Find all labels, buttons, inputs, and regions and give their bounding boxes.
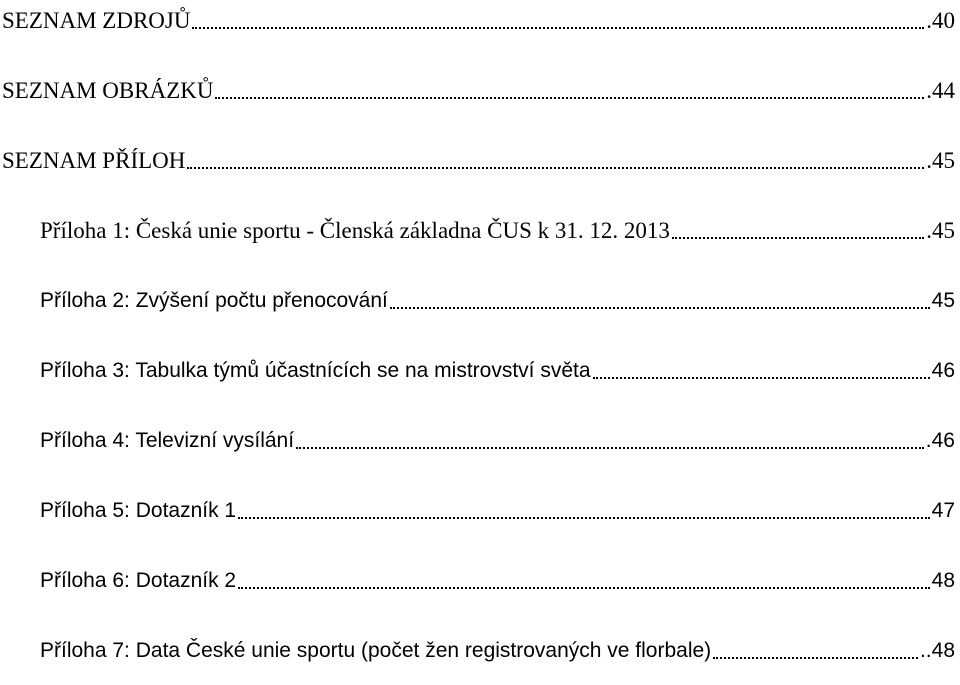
toc-entry-title: SEZNAM OBRÁZKŮ [2, 78, 214, 103]
dot-leader [238, 586, 930, 589]
toc-entry-title: Příloha 7: Data České unie sportu (počet žen registrovaných ve florbale) [40, 639, 712, 662]
toc-entry-title: SEZNAM ZDROJŮ [2, 8, 191, 33]
toc-entry-priloha-5[interactable] [0, 494, 955, 524]
toc-entry-title: Příloha 1: Česká unie sportu - Členská základna ČUS k 31. 12. 2013 [40, 218, 670, 243]
toc-entry-seznam-obrazku[interactable] [0, 74, 955, 104]
toc-entry-priloha-6[interactable] [0, 564, 955, 594]
toc-entry-page: 45 [931, 289, 955, 312]
dot-leader [187, 166, 924, 169]
toc-entry-priloha-3[interactable] [0, 354, 955, 384]
toc-entry-priloha-7[interactable] [0, 634, 955, 664]
toc-entry-seznam-priloh[interactable] [0, 144, 955, 174]
dot-leader [713, 656, 918, 659]
toc-entry-title: Příloha 5: Dotazník 1 [40, 499, 237, 522]
toc-entry-page: .46 [925, 429, 955, 452]
dot-leader [593, 376, 930, 379]
toc-entry-title: Příloha 6: Dotazník 2 [40, 569, 237, 592]
toc-entry-page: .44 [926, 78, 955, 103]
dot-leader [238, 516, 930, 519]
toc-entry-priloha-4[interactable] [0, 424, 955, 454]
toc-entry-title: SEZNAM PŘÍLOH [2, 148, 186, 173]
dot-leader [390, 306, 930, 309]
dot-leader [672, 236, 924, 239]
toc-entry-page: 47 [931, 499, 955, 522]
toc-entry-seznam-zdroju[interactable] [0, 4, 955, 34]
toc-entry-priloha-1[interactable] [0, 214, 955, 244]
toc-entry-page: 46 [931, 359, 955, 382]
toc-entry-title: Příloha 3: Tabulka týmů účastnících se na mistrovství světa [40, 359, 591, 382]
toc-entry-page: ..48 [919, 639, 955, 662]
dot-leader [192, 26, 924, 29]
toc-entry-priloha-2[interactable] [0, 284, 955, 314]
toc-entry-page: .45 [926, 218, 955, 243]
toc-entry-page: .40 [926, 8, 955, 33]
toc-entry-page: .45 [926, 148, 955, 173]
dot-leader [215, 96, 924, 99]
toc-entry-page: 48 [931, 569, 955, 592]
toc-entry-title: Příloha 2: Zvýšení počtu přenocování [40, 289, 388, 312]
toc-entry-title: Příloha 4: Televizní vysílání [40, 429, 295, 452]
dot-leader [296, 446, 924, 449]
